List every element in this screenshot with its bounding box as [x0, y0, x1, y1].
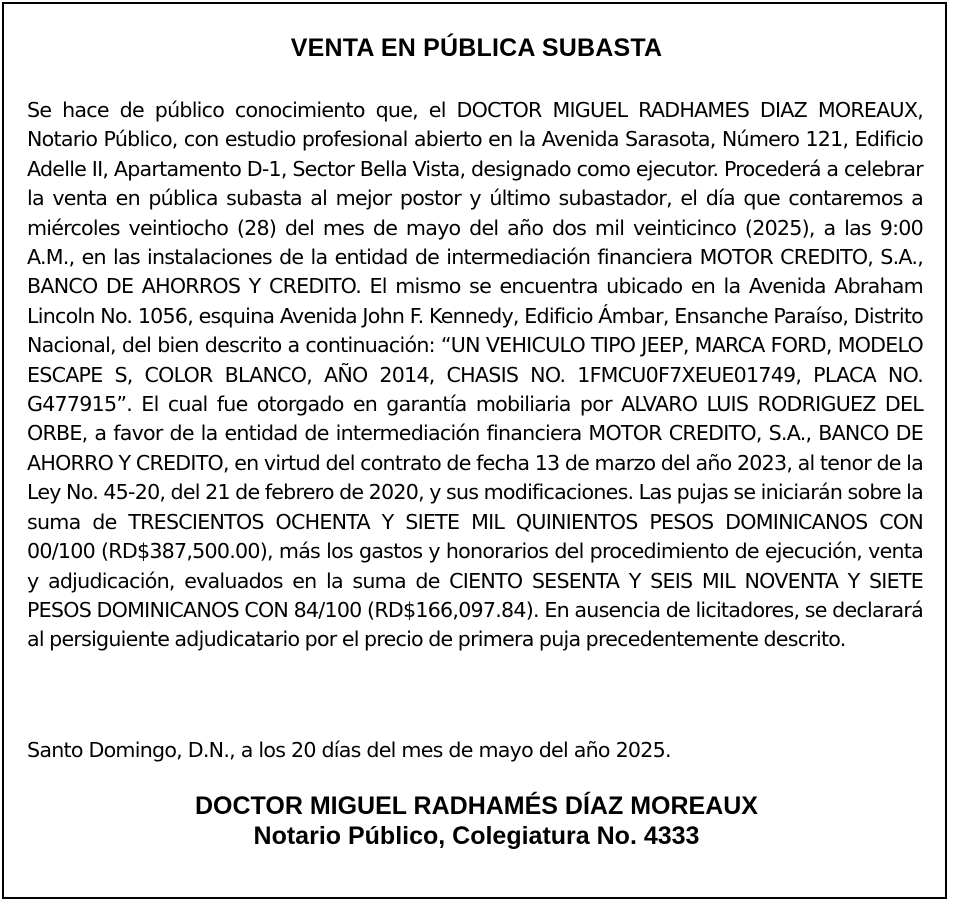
signature-name: DOCTOR MIGUEL RADHAMÉS DÍAZ MOREAUX — [195, 792, 758, 820]
signature-role: Notario Público, Colegiatura No. 4333 — [253, 822, 700, 850]
notice-title: VENTA EN PÚBLICA SUBASTA — [290, 34, 663, 62]
notice-body: Se hace de público conocimiento que, el DOCTOR MIGUEL RADHAMES DIAZ MOREAUX, Notario Público, con estudio profesional abierto en la Avenida Sarasota, Número 121, Edificio Adelle II, Apartamento D-1, Sector Bella Vista, designado como ejecutor. Procederá a celebrar la venta en pública subasta al mejor postor y último subastador, el día que contaremos a miércoles veintiocho (28) del mes de mayo del año dos mil veinticinco (2025), a las 9:00 A.M., en las instalaciones de la entidad de intermediación financiera MOTOR CREDITO, S.A., BANCO DE AHORROS Y CREDITO. El mismo se encuentra ubicado en la Avenida Abraham Lincoln No. 1056, esquina Avenida John F. Kennedy, Edificio Ámbar, Ensanche Paraíso, Distrito Nacional, del bien descrito a continuación: “UN VEHICULO TIPO JEEP, MARCA FORD, MODELO ESCAPE S, COLOR BLANCO, AÑO 2014, CHASIS NO. 1FMCU0F7XEUE01749, PLACA NO. G477915”. El cual fue otorgado en garantía mobiliaria por ALVARO LUIS RODRIGUEZ DEL ORBE, a favor de la entidad de intermediación financiera MOTOR CREDITO, S.A., BANCO DE AHORRO Y CREDITO, en virtud del contrato de fecha 13 de marzo del año 2023, al tenor de la Ley No. 45-20, del 21 de febrero de 2020, y sus modificaciones. Las pujas se iniciarán sobre la suma de TRESCIENTOS OCHENTA Y SIETE MIL QUINIENTOS PESOS DOMINICANOS CON 00/100 (RD$387,500.00), más los gastos y honorarios del procedimiento de ejecución, venta y adjudicación, evaluados en la suma de CIENTO SESENTA Y SEIS MIL NOVENTA Y SIETE PESOS DOMINICANOS CON 84/100 (RD$166,097.84). En ausencia de licitadores, se declarará al persiguiente adjudicatario por el precio de primera puja precedentemente descrito. — [27, 98, 923, 652]
notice-date-line: Santo Domingo, D.N., a los 20 días del mes de mayo del año 2025. — [27, 738, 671, 762]
